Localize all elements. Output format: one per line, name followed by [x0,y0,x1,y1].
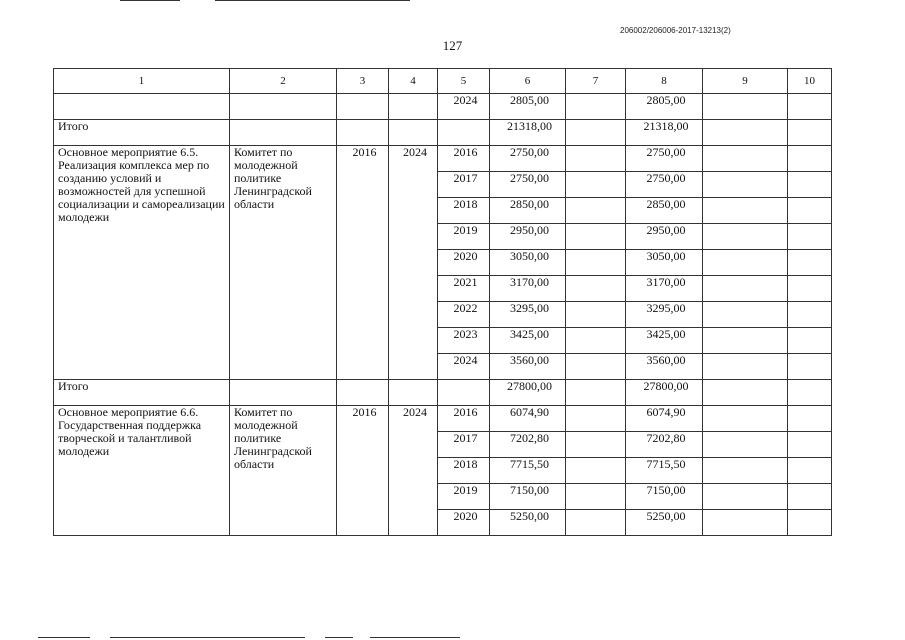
amount-col6-cell: 3425,00 [490,328,566,354]
activity-description: Основное мероприятие 6.5. Реализация комплекса мер по созданию условий и возможностей для успешной социализации и самореализации молодежи [54,146,230,380]
scan-edge-top-left [120,0,180,1]
empty-col10-cell [788,484,832,510]
column-header-5: 5 [438,69,490,94]
scan-edge-bottom-4 [370,637,460,638]
amount-col8-cell: 3170,00 [626,276,703,302]
scan-edge-top-right [215,0,410,1]
empty-col10-cell [788,510,832,536]
table-row [54,94,832,120]
responsible-executor: Комитет по молодежной политике Ленинградской области [230,146,337,380]
empty-col10-cell [788,120,832,146]
scan-edge-bottom-2 [110,637,305,638]
column-header-3: 3 [337,69,389,94]
empty-col7-cell [566,406,626,432]
table-row [54,406,832,432]
activity-description: Основное мероприятие 6.6. Государственная поддержка творческой и талантливой молодежи [54,406,230,536]
empty-col9-cell [703,380,788,406]
empty-col10-cell [788,250,832,276]
amount-col6-cell: 7715,50 [490,458,566,484]
empty-col10-cell [788,406,832,432]
amount-col8-cell: 3560,00 [626,354,703,380]
amount-col8-cell: 2750,00 [626,146,703,172]
amount-col8-cell: 2805,00 [626,94,703,120]
total-row [54,380,832,406]
amount-col8-cell: 2950,00 [626,224,703,250]
year-cell: 2018 [438,458,490,484]
empty-col7-cell [566,302,626,328]
empty-cell [438,380,490,406]
amount-col6-cell: 2750,00 [490,146,566,172]
empty-col9-cell [703,510,788,536]
amount-col8-cell: 3425,00 [626,328,703,354]
table-row [54,146,832,172]
year-cell: 2022 [438,302,490,328]
amount-col6-cell: 5250,00 [490,510,566,536]
empty-col7-cell [566,484,626,510]
year-cell: 2019 [438,484,490,510]
year-end-cell [389,94,438,120]
amount-col8-cell: 7202,80 [626,432,703,458]
total-label: Итого [54,120,230,146]
empty-col9-cell [703,328,788,354]
empty-col9-cell [703,276,788,302]
empty-col10-cell [788,198,832,224]
year-start-cell [337,94,389,120]
total-col6-cell: 27800,00 [490,380,566,406]
scan-edge-bottom-3 [325,637,353,638]
amount-col8-cell: 6074,90 [626,406,703,432]
total-col8-cell: 27800,00 [626,380,703,406]
empty-col7-cell [566,432,626,458]
empty-col9-cell [703,354,788,380]
responsible-executor: Комитет по молодежной политике Ленинградской области [230,406,337,536]
year-cell: 2024 [438,94,490,120]
empty-col7-cell [566,458,626,484]
empty-cell [438,120,490,146]
year-start-cell: 2016 [337,146,389,380]
column-header-6: 6 [490,69,566,94]
empty-col7-cell [566,120,626,146]
empty-col10-cell [788,458,832,484]
amount-col8-cell: 7715,50 [626,458,703,484]
empty-col10-cell [788,432,832,458]
empty-col9-cell [703,198,788,224]
column-header-2: 2 [230,69,337,94]
empty-cell [230,120,337,146]
empty-col9-cell [703,120,788,146]
empty-col7-cell [566,250,626,276]
year-end-cell: 2024 [389,406,438,536]
empty-col10-cell [788,302,832,328]
empty-col7-cell [566,172,626,198]
year-cell: 2018 [438,198,490,224]
year-end-cell: 2024 [389,146,438,380]
year-cell: 2017 [438,172,490,198]
empty-col9-cell [703,406,788,432]
empty-cell [337,120,389,146]
empty-col7-cell [566,198,626,224]
column-header-8: 8 [626,69,703,94]
year-cell: 2019 [438,224,490,250]
year-cell: 2024 [438,354,490,380]
amount-col6-cell: 2950,00 [490,224,566,250]
year-cell: 2021 [438,276,490,302]
empty-col10-cell [788,172,832,198]
amount-col6-cell: 2850,00 [490,198,566,224]
page-number: 127 [442,38,463,53]
scan-edge-bottom-1 [38,637,90,638]
year-cell: 2016 [438,146,490,172]
activity-description [54,94,230,120]
empty-col10-cell [788,94,832,120]
empty-col10-cell [788,276,832,302]
empty-col9-cell [703,94,788,120]
empty-col10-cell [788,380,832,406]
empty-cell [389,380,438,406]
empty-col9-cell [703,146,788,172]
empty-col9-cell [703,224,788,250]
amount-col6-cell: 2805,00 [490,94,566,120]
empty-col10-cell [788,224,832,250]
budget-table [53,68,832,536]
empty-cell [389,120,438,146]
empty-col7-cell [566,276,626,302]
year-cell: 2017 [438,432,490,458]
empty-col10-cell [788,354,832,380]
year-start-cell: 2016 [337,406,389,536]
empty-col10-cell [788,146,832,172]
empty-col7-cell [566,146,626,172]
responsible-executor [230,94,337,120]
empty-col9-cell [703,484,788,510]
empty-col7-cell [566,510,626,536]
empty-col7-cell [566,380,626,406]
empty-col7-cell [566,328,626,354]
amount-col6-cell: 7150,00 [490,484,566,510]
amount-col6-cell: 6074,90 [490,406,566,432]
total-col6-cell: 21318,00 [490,120,566,146]
empty-col9-cell [703,302,788,328]
amount-col8-cell: 3050,00 [626,250,703,276]
column-header-10: 10 [788,69,832,94]
empty-cell [337,380,389,406]
total-label: Итого [54,380,230,406]
year-cell: 2020 [438,250,490,276]
header-row [54,69,832,94]
document-id: 206002/206006-2017-13213(2) [620,26,731,35]
column-header-7: 7 [566,69,626,94]
year-cell: 2020 [438,510,490,536]
total-col8-cell: 21318,00 [626,120,703,146]
empty-col9-cell [703,432,788,458]
amount-col8-cell: 5250,00 [626,510,703,536]
empty-col9-cell [703,172,788,198]
empty-cell [230,380,337,406]
amount-col8-cell: 7150,00 [626,484,703,510]
column-header-1: 1 [54,69,230,94]
empty-col9-cell [703,458,788,484]
amount-col8-cell: 2850,00 [626,198,703,224]
total-row [54,120,832,146]
amount-col6-cell: 3295,00 [490,302,566,328]
empty-col7-cell [566,224,626,250]
year-cell: 2016 [438,406,490,432]
empty-col10-cell [788,328,832,354]
empty-col7-cell [566,354,626,380]
amount-col8-cell: 2750,00 [626,172,703,198]
amount-col6-cell: 3560,00 [490,354,566,380]
year-cell: 2023 [438,328,490,354]
empty-col9-cell [703,250,788,276]
amount-col6-cell: 3050,00 [490,250,566,276]
column-header-9: 9 [703,69,788,94]
amount-col6-cell: 7202,80 [490,432,566,458]
amount-col6-cell: 3170,00 [490,276,566,302]
empty-col7-cell [566,94,626,120]
amount-col8-cell: 3295,00 [626,302,703,328]
column-header-4: 4 [389,69,438,94]
amount-col6-cell: 2750,00 [490,172,566,198]
